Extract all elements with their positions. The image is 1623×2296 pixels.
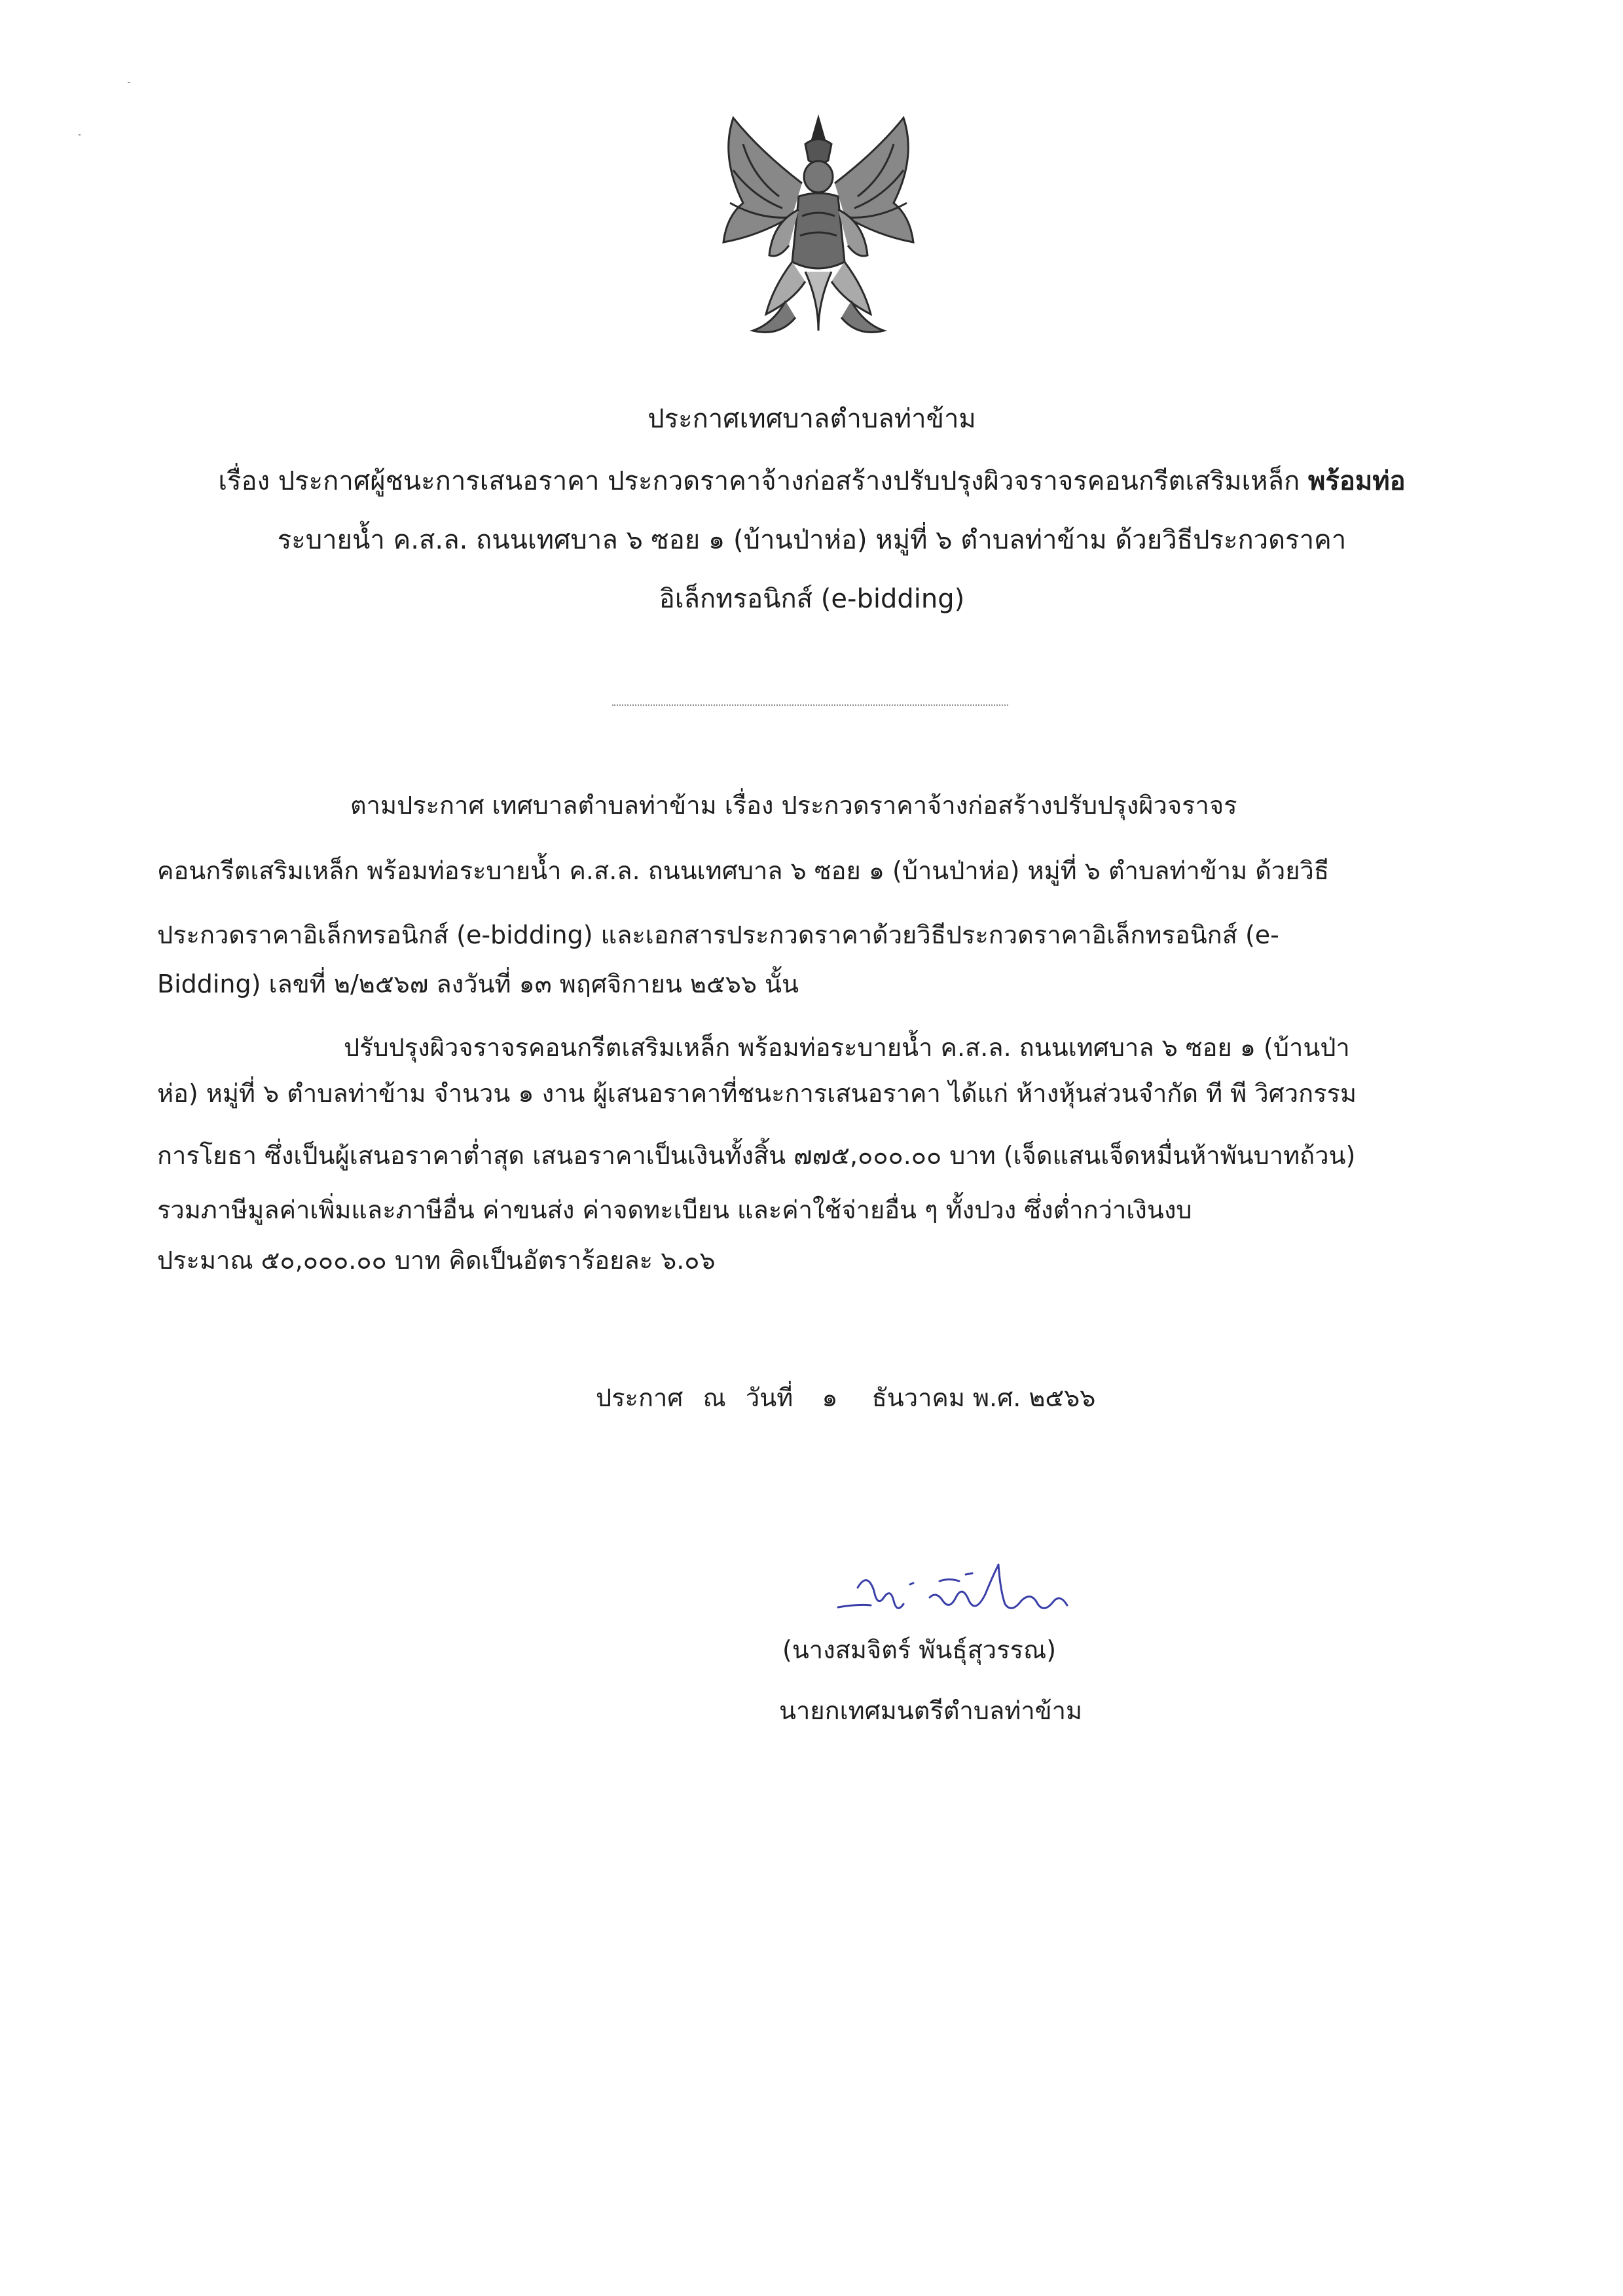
announcement-subject-line2: ระบายน้ำ ค.ส.ล. ถนนเทศบาล ๖ ซอย ๑ (บ้านป่าห่อ) หมู่ที่ ๖ ตำบลท่าข้าม ด้วยวิธีประกวดราคา xyxy=(277,525,1347,555)
announcement-subject xyxy=(157,458,1467,504)
signatory-name: (นางสมจิตร์ พันธุ์สุวรรณ) xyxy=(782,1635,1057,1664)
paragraph-line: ปรับปรุงผิวจราจรคอนกรีตเสริมเหล็ก พร้อมท่อระบายน้ำ ค.ส.ล. ถนนเทศบาล ๖ ซอย ๑ (บ้านป่า xyxy=(344,1033,1350,1062)
paragraph-line: Bidding) เลขที่ ๒/๒๕๖๗ ลงวันที่ ๑๓ พฤศจิกายน ๒๕๖๖ นั้น xyxy=(157,970,799,998)
announcement-subject-line3: อิเล็กทรอนิกส์ (e-bidding) xyxy=(659,584,965,614)
announce-at: ณ xyxy=(702,1383,726,1412)
announce-day-label: วันที่ xyxy=(745,1383,793,1412)
subject-prefix: เรื่อง ประกาศผู้ชนะการเสนอราคา ประกวดราคาจ้างก่อสร้างปรับปรุงผิวจราจรคอนกรีตเสริมเหล็ก xyxy=(218,466,1300,496)
announce-prefix: ประกาศ xyxy=(596,1383,684,1412)
paragraph-line: การโยธา ซึ่งเป็นผู้เสนอราคาต่ำสุด เสนอราคาเป็นเงินทั้งสิ้น ๗๗๕,๐๐๐.๐๐ บาท (เจ็ดแสนเจ็ดหมื่นห้าพันบาทถ้วน) xyxy=(157,1141,1356,1170)
signatory-title: นายกเทศมนตรีตำบลท่าข้าม xyxy=(779,1696,1083,1725)
announcement-date xyxy=(596,1378,1107,1417)
paragraph-line: ห่อ) หมู่ที่ ๖ ตำบลท่าข้าม จำนวน ๑ งาน ผู้เสนอราคาที่ชนะการเสนอราคา ได้แก่ ห้างหุ้นส่วนจำกัด ที พี วิศวกรรม xyxy=(157,1079,1357,1108)
paragraph-line: ประมาณ ๕๐,๐๐๐.๐๐ บาท คิดเป็นอัตราร้อยละ ๖.๐๖ xyxy=(157,1246,716,1275)
paragraph-line: ตามประกาศ เทศบาลตำบลท่าข้าม เรื่อง ประกวดราคาจ้างก่อสร้างปรับปรุงผิวจราจร xyxy=(350,791,1237,820)
paragraph-line: คอนกรีตเสริมเหล็ก พร้อมท่อระบายน้ำ ค.ส.ล. ถนนเทศบาล ๖ ซอย ๑ (บ้านป่าห่อ) หมู่ที่ ๖ ตำบลท่าข้าม ด้วยวิธี xyxy=(157,856,1330,885)
scan-speck xyxy=(128,82,130,83)
garuda-emblem-icon xyxy=(707,105,930,347)
scan-speck xyxy=(79,134,81,136)
paragraph-line: รวมภาษีมูลค่าเพิ่มและภาษีอื่น ค่าขนส่ง ค่าจดทะเบียน และค่าใช้จ่ายอื่น ๆ ทั้งปวง ซึ่งต่ำกว่าเงินงบ xyxy=(157,1195,1192,1224)
paragraph-line: ประกวดราคาอิเล็กทรอนิกส์ (e-bidding) และเอกสารประกวดราคาด้วยวิธีประกวดราคาอิเล็กทรอนิกส์ (e- xyxy=(157,920,1279,949)
heading-divider xyxy=(612,704,1008,706)
signature-image xyxy=(831,1552,1080,1624)
announcement-org-title: ประกาศเทศบาลตำบลท่าข้าม xyxy=(647,404,976,434)
announce-day: ๑ xyxy=(822,1383,838,1412)
announce-month-year: ธันวาคม พ.ศ. ๒๕๖๖ xyxy=(871,1383,1096,1412)
subject-bold: พร้อมท่อ xyxy=(1307,466,1406,496)
